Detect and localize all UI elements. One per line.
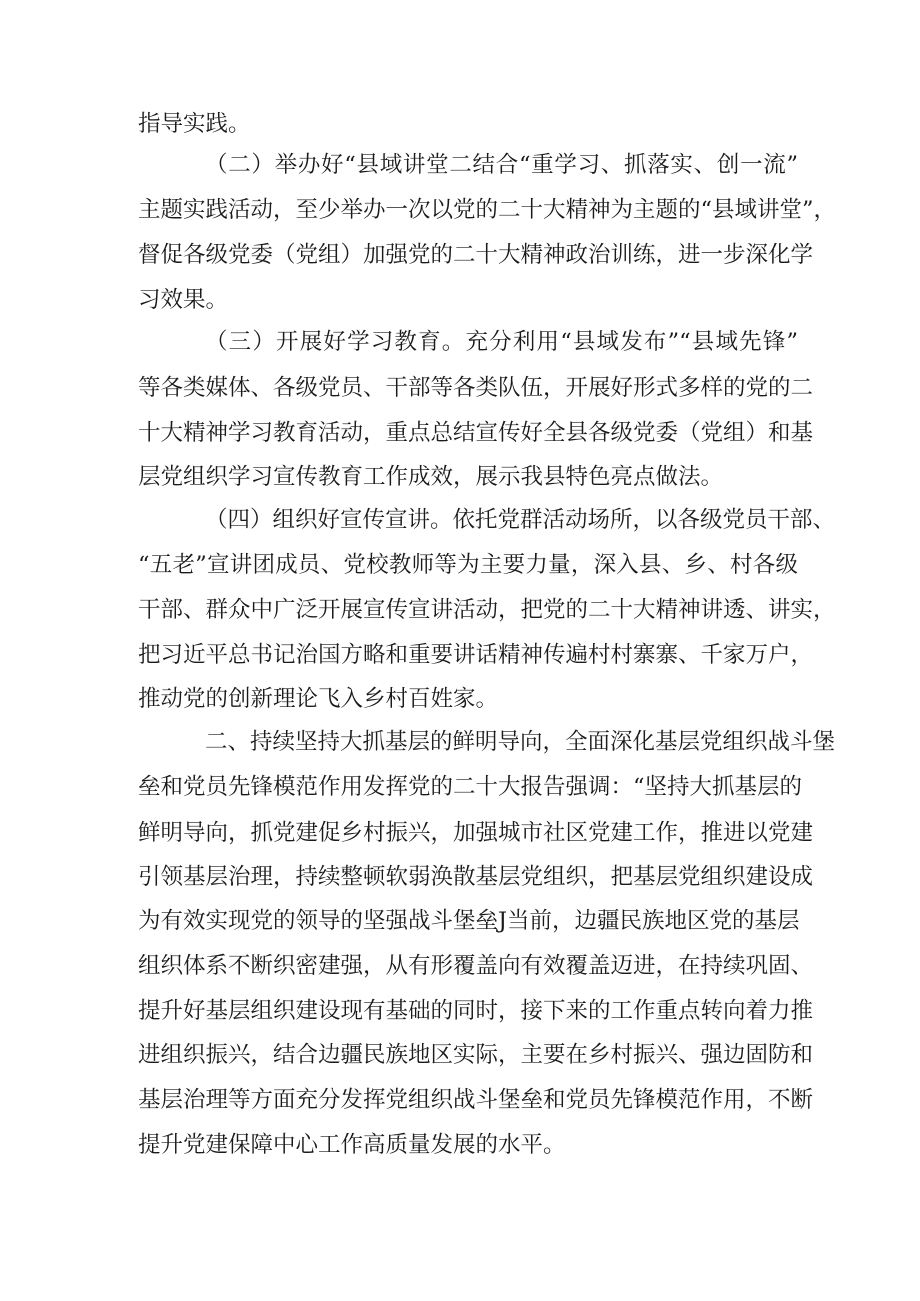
paragraph-line: 干部、群众中广泛开展宣传宣讲活动，把党的二十大精神讲透、讲实， bbox=[138, 597, 836, 623]
paragraph-line: “五老”宣讲团成员、党校教师等为主要力量，深入县、乡、村各级 bbox=[138, 552, 798, 578]
paragraph-line: 二、持续坚持大抓基层的鲜明导向，全面深化基层党组织战斗堡 bbox=[205, 729, 836, 755]
paragraph-line: 十大精神学习教育活动，重点总结宣传好全县各级党委（党组）和基 bbox=[138, 420, 814, 446]
paragraph-line: 提升党建保障中心工作高质量发展的水平。 bbox=[138, 1132, 566, 1158]
paragraph-line: （三）开展好学习教育。充分利用“县域发布”“县域先锋” bbox=[205, 329, 798, 355]
paragraph-line: 主题实践活动，至少举办一次以党的二十大精神为主题的“县域讲堂”， bbox=[138, 197, 837, 223]
paragraph-line: 督促各级党委（党组）加强党的二十大精神政治训练，进一步深化学 bbox=[138, 242, 814, 268]
paragraph-line: 基层治理等方面充分发挥党组织战斗堡垒和党员先锋模范作用，不断 bbox=[138, 1087, 814, 1113]
paragraph-line: 进组织振兴，结合边疆民族地区实际，主要在乡村振兴、强边固防和 bbox=[138, 1042, 814, 1068]
paragraph-line: （四）组织好宣传宣讲。依托党群活动场所，以各级党员干部、 bbox=[205, 507, 836, 533]
paragraph-line: 垒和党员先锋模范作用发挥党的二十大报告强调：“坚持大抓基层的 bbox=[138, 774, 803, 800]
paragraph-line: 习效果。 bbox=[138, 287, 229, 313]
paragraph-line: 引领基层治理，持续整顿软弱涣散基层党组织，把基层党组织建设成 bbox=[138, 864, 814, 890]
paragraph-line: 组织体系不断织密建强，从有形覆盖向有效覆盖迈进，在持续巩固、 bbox=[138, 953, 814, 979]
paragraph-line: 鲜明导向，抓党建促乡村振兴，加强城市社区党建工作，推进以党建 bbox=[138, 820, 814, 846]
paragraph-line: 指导实践。 bbox=[138, 111, 251, 137]
paragraph-line: （二）举办好“县域讲堂二结合“重学习、抓落实、创一流” bbox=[205, 152, 798, 178]
paragraph-line: 推动党的创新理论飞入乡村百姓家。 bbox=[138, 686, 499, 712]
paragraph-line: 提升好基层组织建设现有基础的同时，接下来的工作重点转向着力推 bbox=[138, 998, 814, 1024]
paragraph-line: 等各类媒体、各级党员、干部等各类队伍，开展好形式多样的党的二 bbox=[138, 375, 814, 401]
paragraph-line: 为有效实现党的领导的坚强战斗堡垒J当前，边疆民族地区党的基层 bbox=[138, 908, 800, 934]
paragraph-line: 层党组织学习宣传教育工作成效，展示我县特色亮点做法。 bbox=[138, 464, 724, 490]
paragraph-line: 把习近平总书记治国方略和重要讲话精神传遍村村寨寨、千家万户， bbox=[138, 642, 814, 668]
